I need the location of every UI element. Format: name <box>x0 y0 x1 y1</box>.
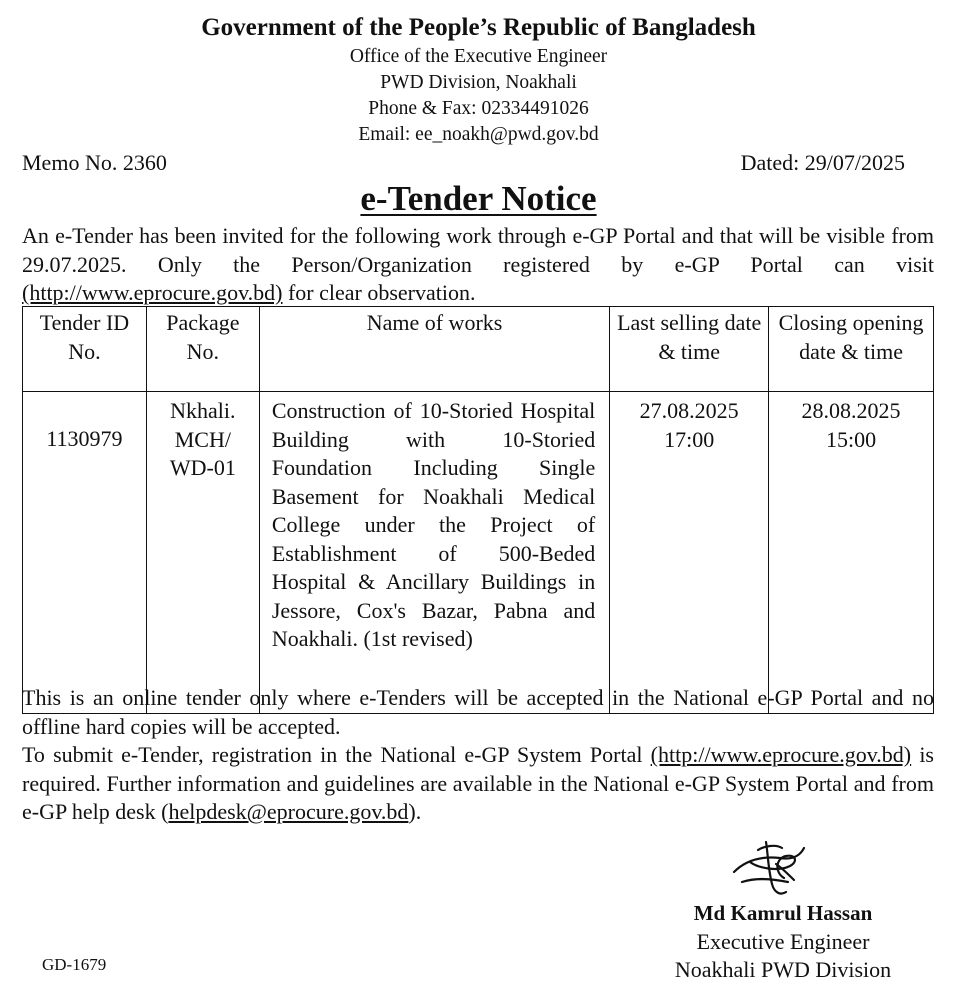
signatory-designation: Executive Engineer <box>696 929 870 954</box>
cell-tender-id: 1130979 <box>23 392 147 714</box>
gd-number: GD-1679 <box>42 955 107 974</box>
registration-paragraph: To submit e-Tender, registration in the National e-GP System Portal (http://www.eprocure.gov.bd) is required. Further information and guidelines are available in the National e-GP System Portal and from e-GP help desk (helpdesk@eprocure.gov.bd). <box>22 742 934 824</box>
notice-title: e-Tender Notice <box>360 179 597 218</box>
division-line: PWD Division, Noakhali <box>380 72 577 93</box>
cell-works: Construction of 10-Storied Hospital Building with 10-Storied Foundation Including Single Basement for Noakhali Medical College under the Project of Establishment of 500-Beded Hospital & Ancillary Buildings in Jessore, Cox's Bazar, Pabna and Noakhali. (1st revised) <box>259 392 609 714</box>
date: Dated: 29/07/2025 <box>740 150 905 175</box>
online-tender-paragraph: This is an online tender only where e-Tenders will be accepted in the National e-GP Portal and no offline hard copies will be accepted. <box>22 685 934 739</box>
memo-number: Memo No. 2360 <box>22 150 167 175</box>
header-name-of-works: Name of works <box>259 307 609 392</box>
cell-package: Nkhali. MCH/ WD-01 <box>146 392 259 714</box>
header-last-selling: Last selling date & time <box>610 307 769 392</box>
header-tender-id: Tender ID No. <box>23 307 147 392</box>
cell-closing: 28.08.2025 15:00 <box>769 392 934 714</box>
phone-line: Phone & Fax: 02334491026 <box>368 98 589 119</box>
intro-paragraph: An e-Tender has been invited for the following work through e-GP Portal and that will be visible from 29.07.2025. Only the Person/Organization registered by e-GP Portal can visit (http://www.eprocure.gov.bd) for clear observation. <box>22 223 934 305</box>
signatory-name: Md Kamrul Hassan <box>693 901 873 925</box>
government-title: Government of the People’s Republic of Bangladesh <box>201 14 756 41</box>
helpdesk-email-link[interactable]: helpdesk@eprocure.gov.bd <box>168 799 409 824</box>
signature-image <box>728 838 810 900</box>
cell-last-selling: 27.08.2025 17:00 <box>610 392 769 714</box>
table-row <box>23 392 934 714</box>
header-package: Package No. <box>146 307 259 392</box>
eprocure-link[interactable]: (http://www.eprocure.gov.bd) <box>22 280 283 305</box>
table-header-row <box>23 307 934 392</box>
tender-table <box>22 306 934 714</box>
eprocure-link-2[interactable]: (http://www.eprocure.gov.bd) <box>650 742 912 767</box>
email-line: Email: ee_noakh@pwd.gov.bd <box>358 124 599 145</box>
office-line: Office of the Executive Engineer <box>349 46 608 67</box>
signatory-office: Noakhali PWD Division <box>674 957 892 982</box>
header-closing: Closing opening date & time <box>769 307 934 392</box>
